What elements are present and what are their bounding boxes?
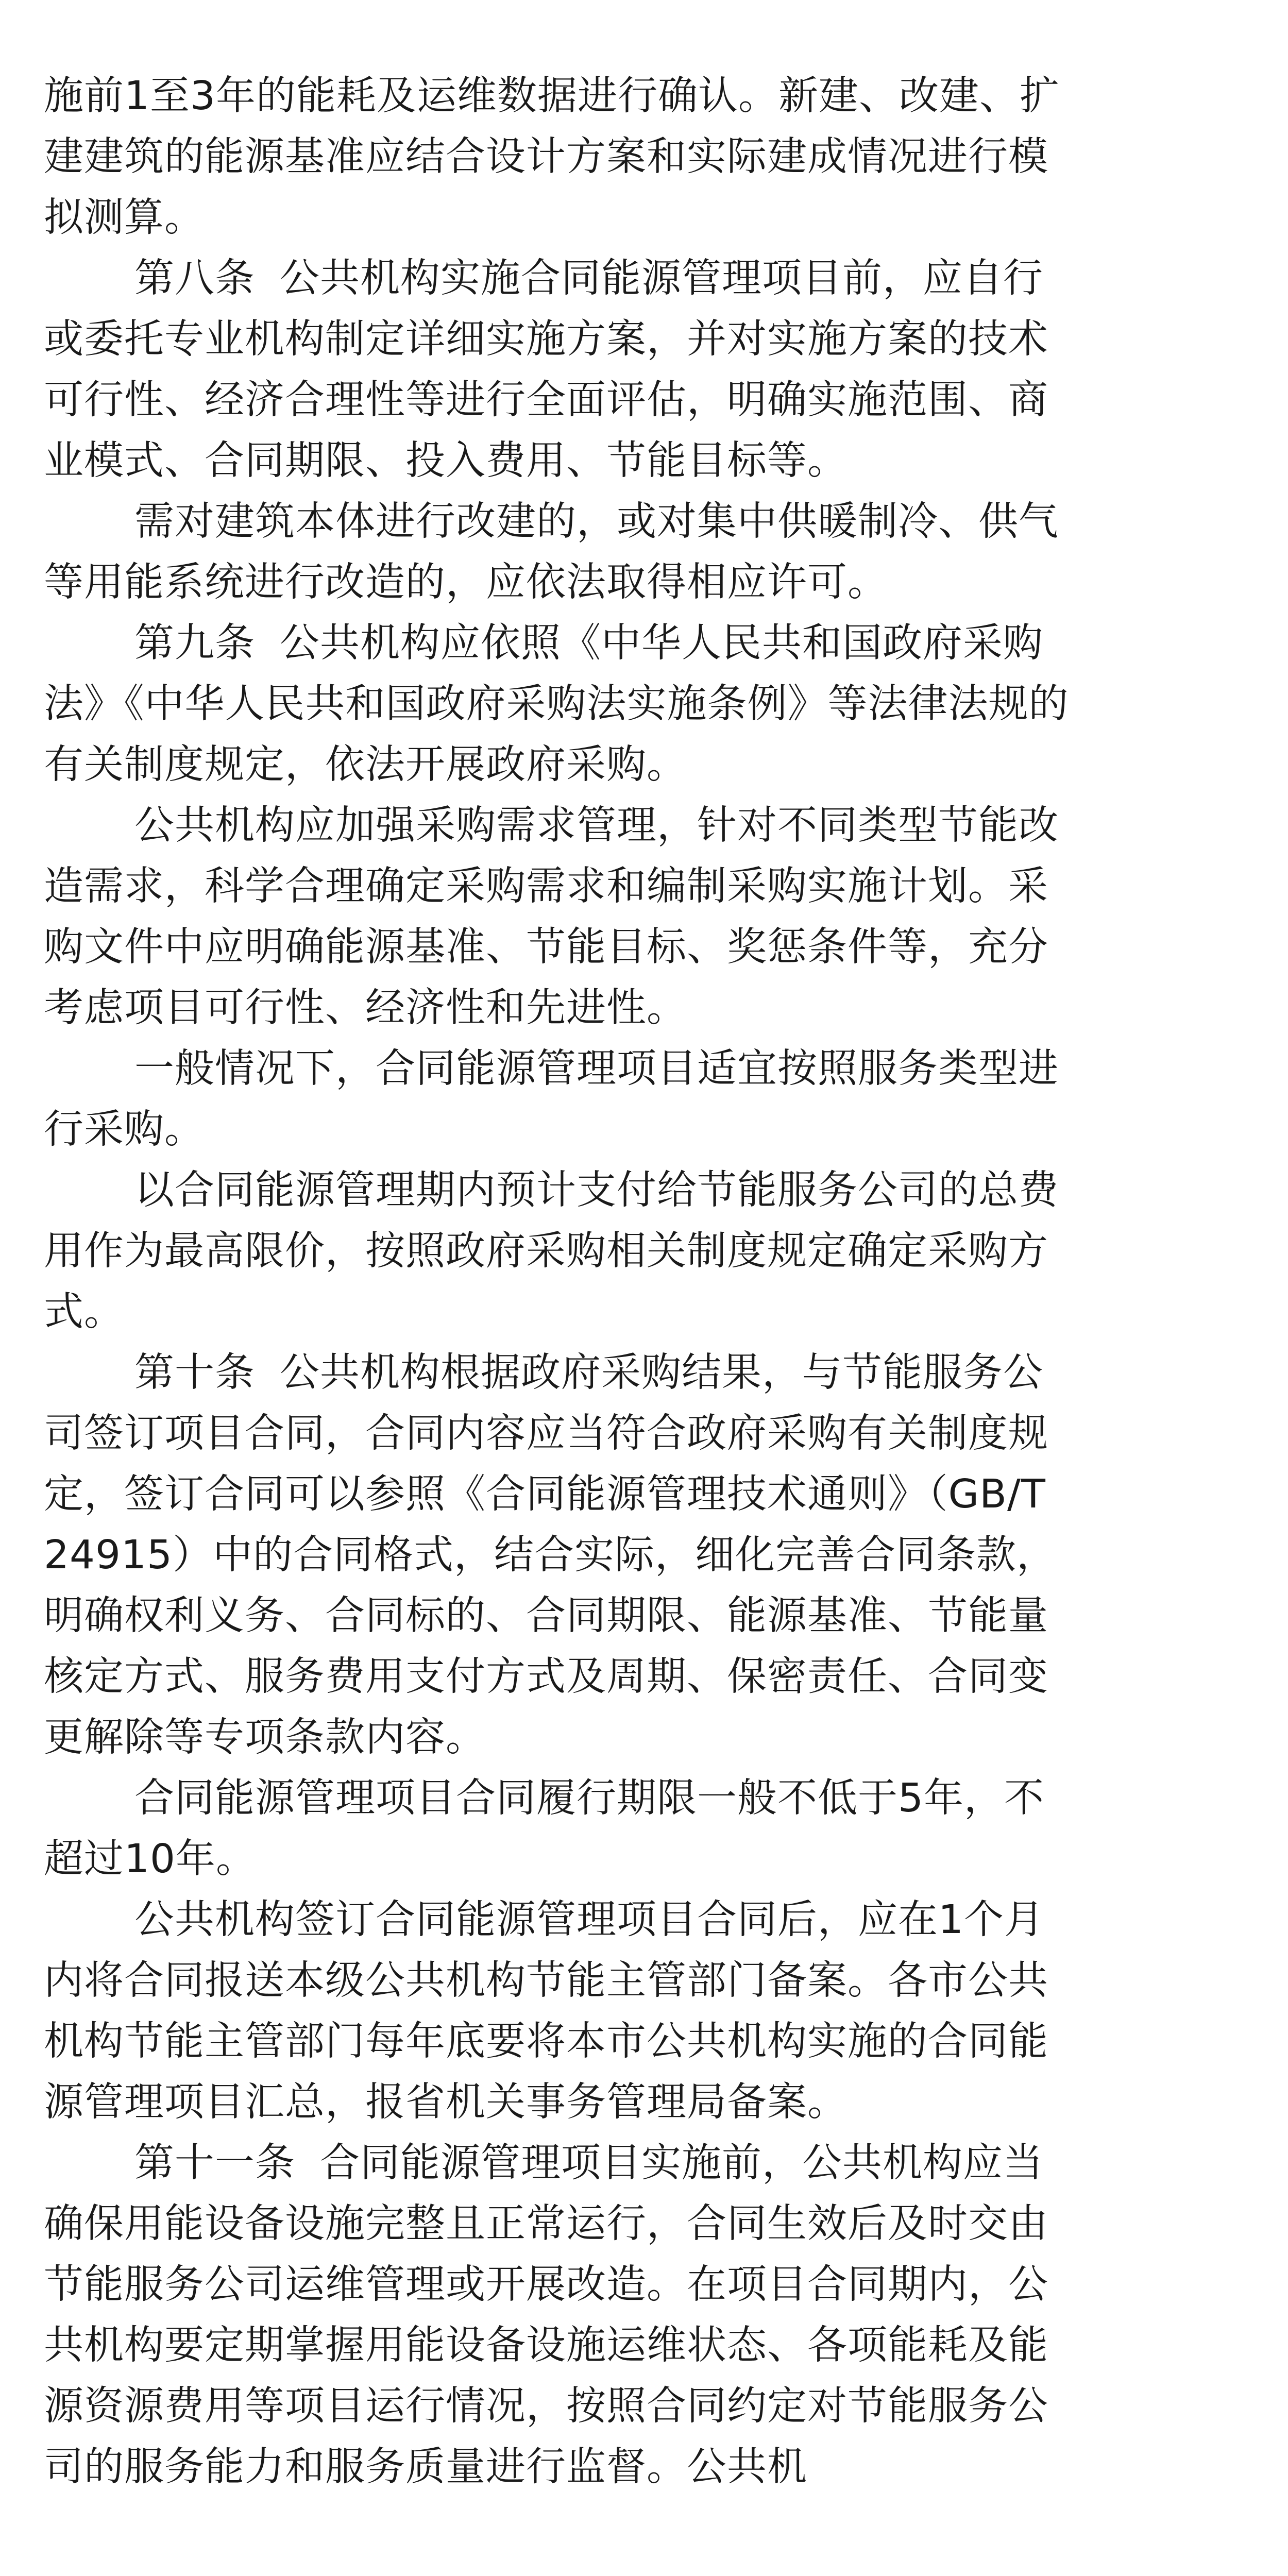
document-body <box>44 66 1074 2498</box>
paragraph-5 <box>44 795 1074 1039</box>
article-number: 第八条 <box>134 256 255 301</box>
paragraph-text: 公共机构应加强采购需求管理，针对不同类型节能改造需求，科学合理确定采购需求和编制采购实施计划。采购文件中应明确能源基准、节能目标、奖惩条件等，充分考虑项目可行性、经济性和先进性。 <box>44 803 1059 1031</box>
paragraph-9 <box>44 1768 1074 1890</box>
paragraph-text: 公共机构签订合同能源管理项目合同后，应在1个月内将合同报送本级公共机构节能主管部门备案。各市公共机构节能主管部门每年底要将本市公共机构实施的合同能源管理项目汇总，报省机关事务管理局备案。 <box>44 1897 1048 2125</box>
paragraph-text: 合同能源管理项目合同履行期限一般不低于5年，不超过10年。 <box>44 1775 1044 1882</box>
paragraph-text: 公共机构根据政府采购结果，与节能服务公司签订项目合同，合同内容应当符合政府采购有关制度规定，签订合同可以参照《合同能源管理技术通则》（GB/T 24915）中的合同格式，结合实际，细化完善合同条款，明确权利义务、合同标的、合同期限、能源基准、节能量核定方式、服务费用支付方式及周期、保密责任、合同变更解除等专项条款内容。 <box>44 1350 1057 1760</box>
paragraph-text: 合同能源管理项目实施前，公共机构应当确保用能设备设施完整且正常运行，合同生效后及时交由节能服务公司运维管理或开展改造。在项目合同期内，公共机构要定期掌握用能设备设施运维状态、各项能耗及能源资源费用等项目运行情况，按照合同约定对节能服务公司的服务能力和服务质量进行监督。公共机 <box>44 2140 1048 2490</box>
paragraph-7 <box>44 1160 1074 1343</box>
paragraph-3 <box>44 492 1074 613</box>
paragraph-text: 公共机构应依照《中华人民共和国政府采购法》《中华人民共和国政府采购法实施条例》等法律法规的有关制度规定，依法开展政府采购。 <box>44 620 1069 788</box>
paragraph-1 <box>44 66 1074 248</box>
article-number: 第十一条 <box>134 2140 295 2186</box>
paragraph-text: 需对建筑本体进行改建的，或对集中供暖制冷、供气等用能系统进行改造的，应依法取得相应许可。 <box>44 499 1059 605</box>
paragraph-article-8 <box>44 248 1074 492</box>
paragraph-article-10 <box>44 1343 1074 1768</box>
paragraph-6 <box>44 1039 1074 1160</box>
paragraph-text: 以合同能源管理期内预计支付给节能服务公司的总费用作为最高限价，按照政府采购相关制度规定确定采购方式。 <box>44 1167 1059 1335</box>
article-number: 第十条 <box>134 1350 255 1396</box>
article-number: 第九条 <box>134 620 255 666</box>
paragraph-text: 施前1至3年的能耗及运维数据进行确认。新建、改建、扩建建筑的能源基准应结合设计方案和实际建成情况进行模拟测算。 <box>44 73 1060 241</box>
paragraph-article-9 <box>44 613 1074 795</box>
paragraph-10 <box>44 1890 1074 2133</box>
paragraph-text: 公共机构实施合同能源管理项目前，应自行或委托专业机构制定详细实施方案，并对实施方案的技术可行性、经济合理性等进行全面评估，明确实施范围、商业模式、合同期限、投入费用、节能目标等。 <box>44 256 1048 484</box>
paragraph-article-11 <box>44 2133 1074 2498</box>
paragraph-text: 一般情况下，合同能源管理项目适宜按照服务类型进行采购。 <box>44 1046 1059 1153</box>
